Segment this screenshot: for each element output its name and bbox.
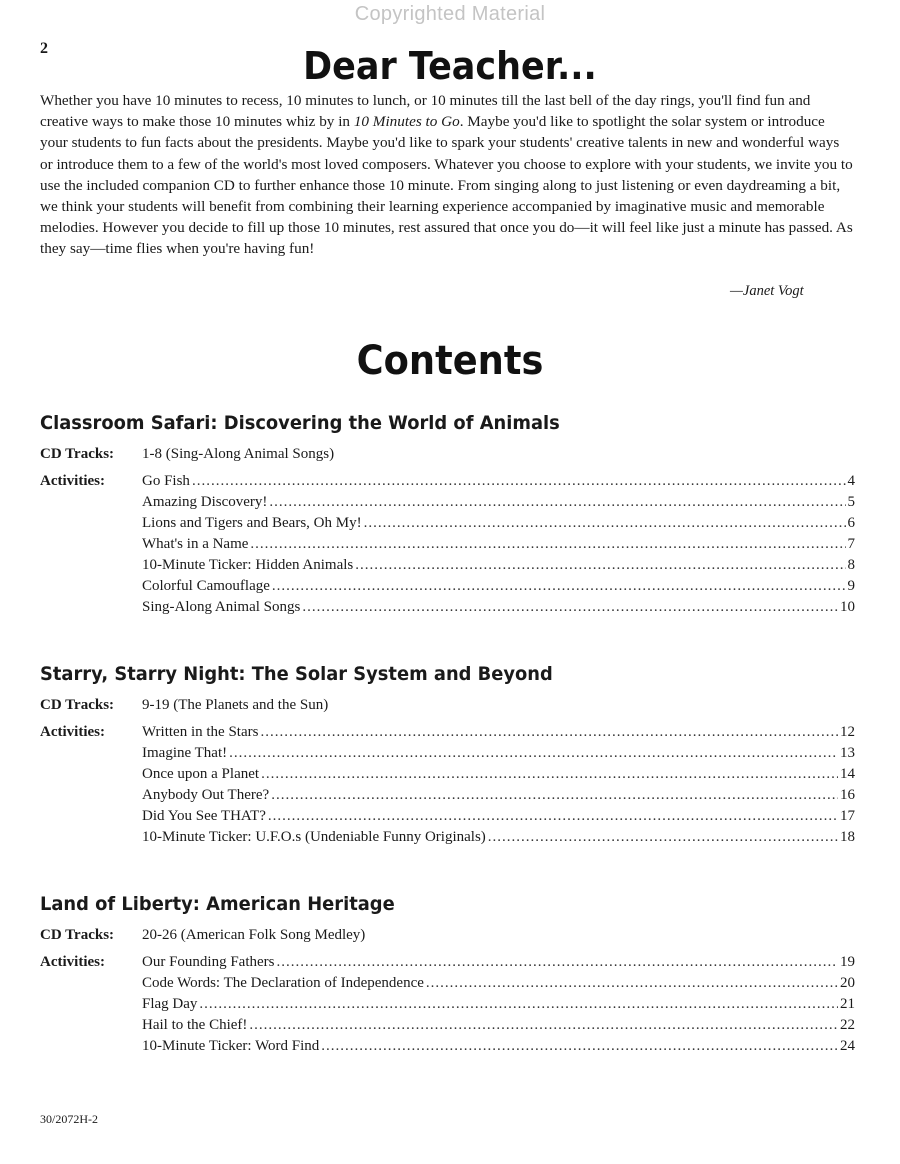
activities-list — [142, 952, 855, 1057]
dot-leader — [269, 492, 845, 513]
toc-entry[interactable] — [142, 764, 855, 785]
toc-entry-title: Sing-Along Animal Songs — [142, 599, 301, 615]
toc-entry-page: 19 — [840, 954, 855, 970]
toc-entry[interactable] — [142, 994, 855, 1015]
toc-entry[interactable] — [142, 492, 855, 513]
dot-leader — [302, 597, 838, 618]
toc-entry[interactable] — [142, 471, 855, 492]
toc-entry-title: 10-Minute Ticker: Word Find — [142, 1038, 320, 1054]
toc-entry[interactable] — [142, 1036, 855, 1057]
section-title: Land of Liberty: American Heritage — [40, 893, 395, 915]
toc-entry-page: 18 — [840, 829, 855, 845]
cd-tracks-row — [40, 442, 855, 466]
dot-leader — [321, 1036, 838, 1057]
cd-tracks-value: 9-19 (The Planets and the Sun) — [142, 697, 329, 713]
dot-leader — [426, 973, 838, 994]
toc-entry-page: 5 — [847, 494, 855, 510]
toc-entry-page: 14 — [840, 766, 855, 782]
toc-entry-title: Anybody Out There? — [142, 787, 270, 803]
toc-entry-title: Hail to the Chief! — [142, 1017, 248, 1033]
cd-tracks-row — [40, 693, 855, 717]
letter-title: Dear Teacher... — [303, 44, 597, 88]
dot-leader — [249, 1015, 838, 1036]
contents-title: Contents — [356, 338, 544, 384]
cd-tracks-value: 20-26 (American Folk Song Medley) — [142, 927, 366, 943]
toc-entry-page: 8 — [847, 557, 855, 573]
dot-leader — [268, 806, 838, 827]
cd-tracks-row — [40, 923, 855, 947]
toc-entry[interactable] — [142, 513, 855, 534]
toc-entry-title: Go Fish — [142, 473, 190, 489]
toc-entry-title: Imagine That! — [142, 745, 228, 761]
page-number: 2 — [40, 40, 48, 57]
dot-leader — [355, 555, 845, 576]
dot-leader — [277, 952, 839, 973]
toc-entry[interactable] — [142, 576, 855, 597]
toc-entry-title: Our Founding Fathers — [142, 954, 275, 970]
contents-section-starry-night — [40, 659, 855, 848]
toc-entry-page: 16 — [840, 787, 855, 803]
toc-entry-page: 10 — [840, 599, 855, 615]
dot-leader — [271, 785, 838, 806]
activities-label: Activities: — [40, 473, 105, 489]
toc-entry-page: 4 — [847, 473, 855, 489]
toc-entry[interactable] — [142, 806, 855, 827]
toc-entry-title: Code Words: The Declaration of Independence — [142, 975, 424, 991]
contents-section-classroom-safari — [40, 408, 855, 618]
toc-entry-page: 9 — [847, 578, 855, 594]
cd-tracks-value: 1-8 (Sing-Along Animal Songs) — [142, 446, 335, 462]
dot-leader — [192, 471, 846, 492]
dot-leader — [250, 534, 845, 555]
toc-entry-title: What's in a Name — [142, 536, 249, 552]
toc-entry-title: Written in the Stars — [142, 724, 259, 740]
toc-entry-page: 13 — [840, 745, 855, 761]
dot-leader — [199, 994, 838, 1015]
dot-leader — [260, 722, 838, 743]
toc-entry-page: 22 — [840, 1017, 855, 1033]
toc-entry-page: 21 — [840, 996, 855, 1012]
toc-entry[interactable] — [142, 827, 855, 848]
toc-entry[interactable] — [142, 743, 855, 764]
toc-entry-title: 10-Minute Ticker: U.F.O.s (Undeniable Funny Originals) — [142, 829, 486, 845]
toc-entry-title: Amazing Discovery! — [142, 494, 268, 510]
letter-signature: —Janet Vogt — [730, 283, 804, 299]
footer-code: 30/2072H-2 — [40, 1112, 98, 1126]
activities-block — [40, 952, 855, 1057]
toc-entry-title: Colorful Camouflage — [142, 578, 270, 594]
letter-body-part-2: . Maybe you'd like to spotlight the solar system or introduce your students to fun facts about the presidents. Maybe you'd like to spark your students' creative talents in new and wonderful ways or introduce them to a few of the world's most loved composers. Whatever you choose to explore with your students, we invite you to use the included companion CD to further enhance those 10 minute. From singing along to just listening or even daydreaming a bit, we think your students will benefit from combining their learning experience accompanied by imaginative music and memorable melodies. However you decide to fill up those 10 minutes, rest assured that once you do—it will feel like just a minute has passed. As they say—time flies when you're having fun! — [40, 113, 853, 258]
dot-leader — [364, 513, 846, 534]
toc-entry-title: Lions and Tigers and Bears, Oh My! — [142, 515, 362, 531]
copyright-watermark: Copyrighted Material — [354, 3, 546, 25]
toc-entry-page: 20 — [840, 975, 855, 991]
activities-block — [40, 471, 855, 618]
toc-entry[interactable] — [142, 597, 855, 618]
toc-entry[interactable] — [142, 785, 855, 806]
book-title-italic: 10 Minutes to Go — [353, 113, 460, 131]
toc-entry[interactable] — [142, 722, 855, 743]
section-title: Starry, Starry Night: The Solar System and Beyond — [40, 663, 553, 685]
activities-list — [142, 471, 855, 618]
toc-entry-title: Once upon a Planet — [142, 766, 260, 782]
toc-entry-title: Did You See THAT? — [142, 808, 266, 824]
toc-entry-page: 24 — [840, 1038, 855, 1054]
toc-entry-page: 7 — [847, 536, 855, 552]
toc-entry-title: 10-Minute Ticker: Hidden Animals — [142, 557, 354, 573]
contents-section-land-of-liberty — [40, 889, 855, 1057]
toc-entry[interactable] — [142, 555, 855, 576]
activities-block — [40, 722, 855, 848]
toc-entry[interactable] — [142, 534, 855, 555]
dot-leader — [488, 827, 838, 848]
toc-entry-page: 6 — [847, 515, 855, 531]
letter-body-part-1: Whether you have 10 minutes to recess, 10 minutes to lunch, or 10 minutes till the last bell of the day rings, you'll find fun and creative ways to make those 10 minutes whiz by in — [40, 92, 811, 131]
toc-entry[interactable] — [142, 952, 855, 973]
toc-entry[interactable] — [142, 1015, 855, 1036]
toc-entry-page: 12 — [840, 724, 855, 740]
letter-body — [40, 90, 855, 260]
cd-tracks-label: CD Tracks: — [40, 446, 115, 462]
activities-label: Activities: — [40, 954, 105, 970]
activities-list — [142, 722, 855, 848]
toc-entry[interactable] — [142, 973, 855, 994]
toc-entry-title: Flag Day — [142, 996, 198, 1012]
cd-tracks-label: CD Tracks: — [40, 697, 115, 713]
dot-leader — [229, 743, 838, 764]
toc-entry-page: 17 — [840, 808, 855, 824]
dot-leader — [272, 576, 846, 597]
section-title: Classroom Safari: Discovering the World of Animals — [40, 412, 560, 434]
cd-tracks-label: CD Tracks: — [40, 927, 115, 943]
activities-label: Activities: — [40, 724, 105, 740]
dot-leader — [261, 764, 838, 785]
